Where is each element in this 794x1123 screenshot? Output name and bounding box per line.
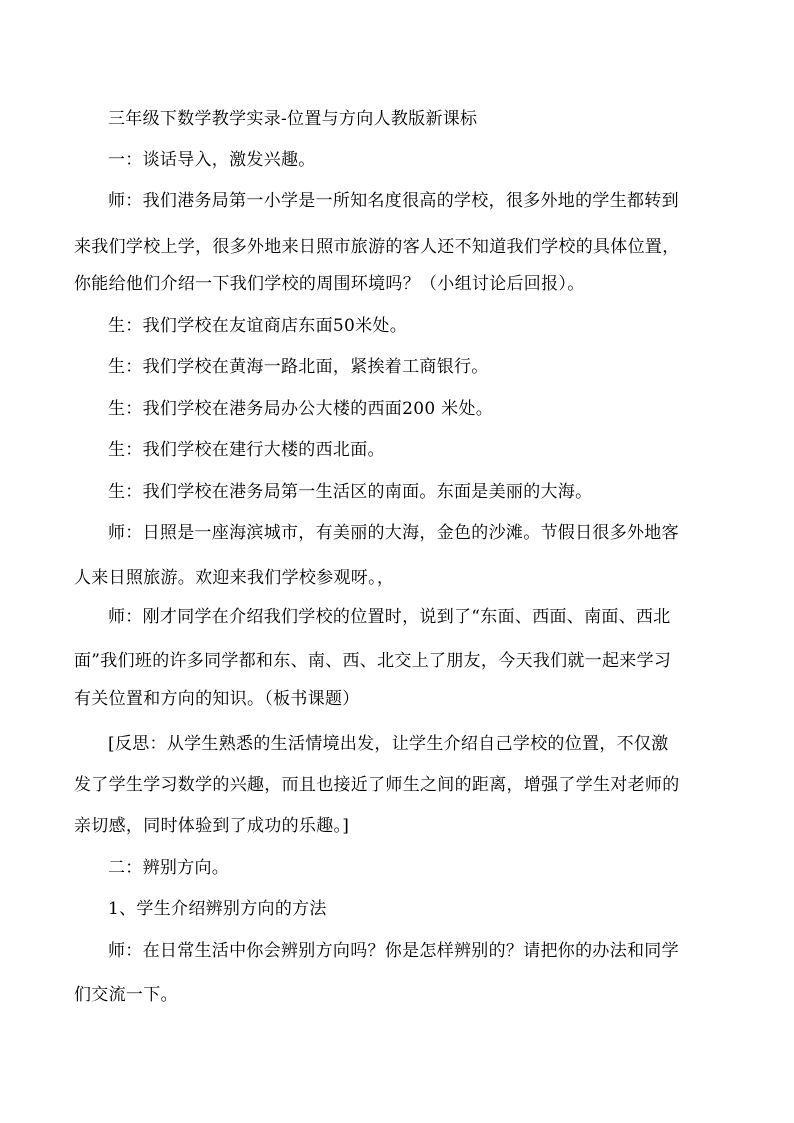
document-title: 三年级下数学教学实录-位置与方向人教版新课标 [108, 109, 478, 129]
reflection-line: 亲切感，同时体验到了成功的乐趣。] [74, 816, 350, 836]
section-heading-1: 一：谈话导入，激发兴趣。 [108, 150, 316, 170]
reflection-line: [反思：从学生熟悉的生活情境出发，让学生介绍自己学校的位置，不仅激 [108, 734, 669, 754]
student-answer: 生：我们学校在建行大楼的西北面。 [108, 440, 385, 460]
paragraph-line: 师：我们港务局第一小学是一所知名度很高的学校，很多外地的学生都转到 [108, 191, 679, 211]
paragraph-line: 你能给他们介绍一下我们学校的周围环境吗？（小组讨论后回报）。 [74, 274, 585, 294]
paragraph-line: 来我们学校上学，很多外地来日照市旅游的客人还不知道我们学校的具体位置， [74, 237, 680, 257]
student-answer: 生：我们学校在港务局办公大楼的西面200 米处。 [108, 399, 494, 419]
paragraph-line: 面”我们班的许多同学都和东、南、西、北交上了朋友，今天我们就一起来学习 [74, 651, 672, 671]
section-heading-2: 二：辨别方向。 [108, 858, 230, 878]
paragraph-line: 师：日照是一座海滨城市，有美丽的大海，金色的沙滩。节假日很多外地客 [108, 523, 679, 543]
paragraph-line: 师：刚才同学在介绍我们学校的位置时，说到了“东面、西面、南面、西北 [108, 607, 671, 627]
paragraph-line: 人来日照旅游。欢迎来我们学校参观呀。， [74, 568, 395, 588]
sub-heading: 1、学生介绍辨别方向的方法 [108, 899, 327, 919]
student-answer: 生：我们学校在友谊商店东面50米处。 [108, 316, 408, 336]
student-answer: 生：我们学校在港务局第一生活区的南面。东面是美丽的大海。 [108, 482, 593, 502]
paragraph-line: 师：在日常生活中你会辨别方向吗？你是怎样辨别的？请把你的办法和同学 [108, 941, 679, 961]
student-answer: 生：我们学校在黄海一路北面，紧挨着工商银行。 [108, 357, 489, 377]
reflection-line: 发了学生学习数学的兴趣，而且也接近了师生之间的距离，增强了学生对老师的 [74, 775, 680, 795]
paragraph-line: 们交流一下。 [74, 985, 178, 1005]
paragraph-line: 有关位置和方向的知识。（板书课题） [74, 689, 360, 709]
